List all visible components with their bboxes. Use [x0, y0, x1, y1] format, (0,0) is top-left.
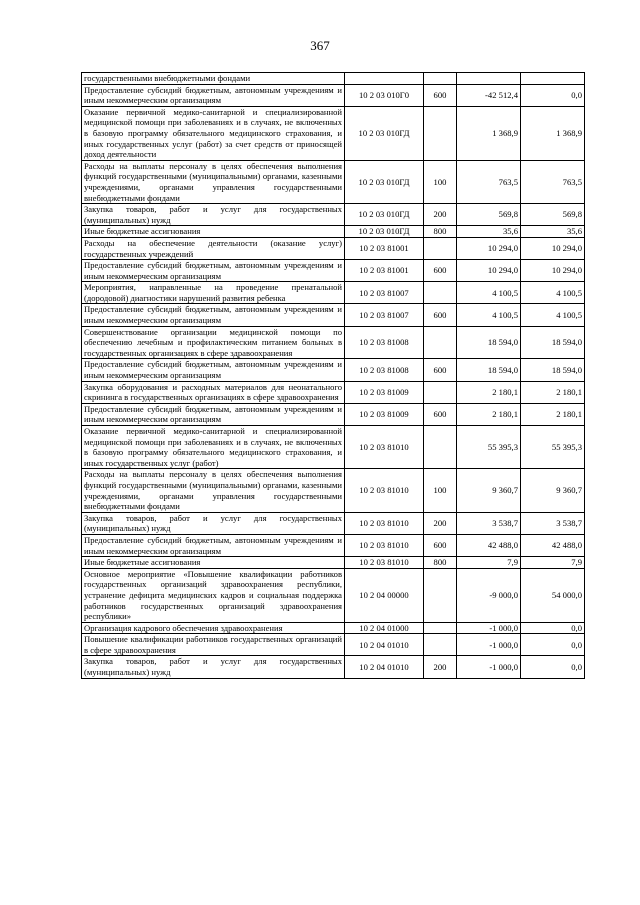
row-amount-total-cell: 55 395,3: [521, 426, 585, 469]
row-code-cell: 10 2 04 01010: [345, 634, 424, 656]
row-expense-type-cell: [424, 568, 457, 622]
row-expense-type-cell: 600: [424, 403, 457, 425]
row-name-cell: государственными внебюджетными фондами: [82, 73, 345, 85]
row-expense-type-cell: [424, 381, 457, 403]
table-row: [82, 237, 585, 259]
table-row: [82, 204, 585, 226]
table-row: [82, 73, 585, 85]
budget-table-body: [82, 73, 585, 679]
row-code-cell: 10 2 03 81008: [345, 359, 424, 381]
row-amount-change-cell: 18 594,0: [457, 359, 521, 381]
page-number: 367: [310, 38, 330, 53]
row-name-cell: Иные бюджетные ассигнования: [82, 557, 345, 569]
row-name-cell: Повышение квалификации работников государственных организаций в сфере здравоохранения: [82, 634, 345, 656]
row-amount-total-cell: 18 594,0: [521, 326, 585, 359]
row-name-cell: Расходы на обеспечение деятельности (оказание услуг) государственных учреждений: [82, 237, 345, 259]
table-row: [82, 282, 585, 304]
row-expense-type-cell: [424, 73, 457, 85]
row-expense-type-cell: 600: [424, 304, 457, 326]
row-expense-type-cell: 200: [424, 512, 457, 534]
row-amount-change-cell: 569,8: [457, 204, 521, 226]
table-row: [82, 326, 585, 359]
row-name-cell: Расходы на выплаты персоналу в целях обеспечения выполнения функций государственными (муниципальными) органами, казенными учреждениями, органами управления государственными внебюджетными фондами: [82, 469, 345, 512]
table-row: [82, 634, 585, 656]
row-expense-type-cell: 100: [424, 160, 457, 203]
row-expense-type-cell: [424, 326, 457, 359]
row-amount-total-cell: 10 294,0: [521, 237, 585, 259]
row-expense-type-cell: 800: [424, 557, 457, 569]
row-expense-type-cell: [424, 237, 457, 259]
row-name-cell: Оказание первичной медико-санитарной и специализированной медицинской помощи при заболеваниях и в случаях, не включенных в базовую программу обязательного медицинского страхования, и иных государственных услуг (работ) за счет средств от приносящей доход деятельности: [82, 106, 345, 160]
table-row: [82, 622, 585, 634]
row-expense-type-cell: [424, 106, 457, 160]
table-row: [82, 84, 585, 106]
row-amount-total-cell: 42 488,0: [521, 534, 585, 556]
row-amount-change-cell: 3 538,7: [457, 512, 521, 534]
row-amount-total-cell: 54 000,0: [521, 568, 585, 622]
table-row: [82, 160, 585, 203]
row-code-cell: 10 2 03 010ГД: [345, 204, 424, 226]
row-expense-type-cell: 800: [424, 226, 457, 238]
row-name-cell: Закупка товаров, работ и услуг для государственных (муниципальных) нужд: [82, 204, 345, 226]
row-amount-change-cell: 42 488,0: [457, 534, 521, 556]
row-amount-change-cell: -1 000,0: [457, 634, 521, 656]
row-code-cell: [345, 73, 424, 85]
table-row: [82, 557, 585, 569]
row-amount-total-cell: 4 100,5: [521, 304, 585, 326]
row-code-cell: 10 2 03 81010: [345, 534, 424, 556]
row-expense-type-cell: 600: [424, 534, 457, 556]
row-expense-type-cell: [424, 634, 457, 656]
row-name-cell: Предоставление субсидий бюджетным, автономным учреждениям и иным некоммерческим организациям: [82, 84, 345, 106]
row-name-cell: Предоставление субсидий бюджетным, автономным учреждениям и иным некоммерческим организациям: [82, 534, 345, 556]
row-expense-type-cell: [424, 426, 457, 469]
row-amount-total-cell: 569,8: [521, 204, 585, 226]
row-amount-change-cell: 55 395,3: [457, 426, 521, 469]
row-amount-change-cell: 763,5: [457, 160, 521, 203]
row-amount-change-cell: -42 512,4: [457, 84, 521, 106]
row-name-cell: Предоставление субсидий бюджетным, автономным учреждениям и иным некоммерческим организациям: [82, 260, 345, 282]
table-row: [82, 568, 585, 622]
budget-table: [81, 72, 585, 679]
row-name-cell: Расходы на выплаты персоналу в целях обеспечения выполнения функций государственными (муниципальными) органами, казенными учреждениями, органами управления государственными внебюджетными фондами: [82, 160, 345, 203]
row-expense-type-cell: 600: [424, 260, 457, 282]
row-name-cell: Закупка оборудования и расходных материалов для неонатального скрининга в государственных организациях в сфере здравоохранения: [82, 381, 345, 403]
table-row: [82, 656, 585, 678]
row-amount-total-cell: 0,0: [521, 656, 585, 678]
row-amount-total-cell: 0,0: [521, 84, 585, 106]
row-code-cell: 10 2 04 00000: [345, 568, 424, 622]
row-name-cell: Предоставление субсидий бюджетным, автономным учреждениям и иным некоммерческим организациям: [82, 359, 345, 381]
row-amount-total-cell: 2 180,1: [521, 403, 585, 425]
row-amount-total-cell: 0,0: [521, 622, 585, 634]
row-name-cell: Оказание первичной медико-санитарной и специализированной медицинской помощи при заболеваниях и в случаях, не включенных в базовую программу обязательного медицинского страхования, и иных государственных услуг (работ): [82, 426, 345, 469]
row-name-cell: Предоставление субсидий бюджетным, автономным учреждениям и иным некоммерческим организациям: [82, 403, 345, 425]
row-code-cell: 10 2 03 81001: [345, 237, 424, 259]
row-name-cell: Мероприятия, направленные на проведение пренатальной (дородовой) диагностики нарушений развития ребенка: [82, 282, 345, 304]
table-row: [82, 106, 585, 160]
row-code-cell: 10 2 03 010ГД: [345, 106, 424, 160]
row-name-cell: Совершенствование организации медицинской помощи по обеспечению лечебным и профилактическим питанием больных в государственных организациях в сфере здравоохранения: [82, 326, 345, 359]
row-code-cell: 10 2 03 81001: [345, 260, 424, 282]
row-expense-type-cell: [424, 622, 457, 634]
row-amount-change-cell: 2 180,1: [457, 403, 521, 425]
table-row: [82, 469, 585, 512]
row-expense-type-cell: 600: [424, 84, 457, 106]
row-amount-change-cell: -1 000,0: [457, 656, 521, 678]
row-expense-type-cell: 600: [424, 359, 457, 381]
row-code-cell: 10 2 03 010Г0: [345, 84, 424, 106]
row-name-cell: Закупка товаров, работ и услуг для государственных (муниципальных) нужд: [82, 656, 345, 678]
table-row: [82, 403, 585, 425]
row-code-cell: 10 2 03 81009: [345, 381, 424, 403]
row-amount-change-cell: 1 368,9: [457, 106, 521, 160]
row-amount-change-cell: 4 100,5: [457, 304, 521, 326]
row-expense-type-cell: 200: [424, 656, 457, 678]
row-name-cell: Основное мероприятие «Повышение квалификации работников государственных организаций здравоохранения республики, устранение дефицита медицинских кадров и социальная поддержка работников государственных организаций здравоохранения республики»: [82, 568, 345, 622]
row-amount-change-cell: 2 180,1: [457, 381, 521, 403]
row-amount-total-cell: 10 294,0: [521, 260, 585, 282]
row-name-cell: Организация кадрового обеспечения здравоохранения: [82, 622, 345, 634]
row-code-cell: 10 2 03 81009: [345, 403, 424, 425]
row-expense-type-cell: [424, 282, 457, 304]
row-code-cell: 10 2 03 81007: [345, 304, 424, 326]
row-amount-change-cell: 35,6: [457, 226, 521, 238]
row-name-cell: Закупка товаров, работ и услуг для государственных (муниципальных) нужд: [82, 512, 345, 534]
row-amount-total-cell: 4 100,5: [521, 282, 585, 304]
row-amount-change-cell: 18 594,0: [457, 326, 521, 359]
table-row: [82, 534, 585, 556]
row-amount-change-cell: -9 000,0: [457, 568, 521, 622]
row-amount-change-cell: [457, 73, 521, 85]
row-name-cell: Предоставление субсидий бюджетным, автономным учреждениям и иным некоммерческим организациям: [82, 304, 345, 326]
row-amount-change-cell: 9 360,7: [457, 469, 521, 512]
row-amount-total-cell: 18 594,0: [521, 359, 585, 381]
row-amount-change-cell: -1 000,0: [457, 622, 521, 634]
row-amount-total-cell: 763,5: [521, 160, 585, 203]
row-amount-total-cell: 0,0: [521, 634, 585, 656]
row-amount-total-cell: 2 180,1: [521, 381, 585, 403]
row-amount-total-cell: [521, 73, 585, 85]
row-amount-total-cell: 7,9: [521, 557, 585, 569]
row-amount-change-cell: 4 100,5: [457, 282, 521, 304]
row-amount-change-cell: 7,9: [457, 557, 521, 569]
row-code-cell: 10 2 03 81010: [345, 469, 424, 512]
table-row: [82, 304, 585, 326]
row-amount-total-cell: 9 360,7: [521, 469, 585, 512]
table-row: [82, 381, 585, 403]
table-row: [82, 260, 585, 282]
row-expense-type-cell: 100: [424, 469, 457, 512]
row-amount-total-cell: 3 538,7: [521, 512, 585, 534]
row-amount-total-cell: 1 368,9: [521, 106, 585, 160]
row-name-cell: Иные бюджетные ассигнования: [82, 226, 345, 238]
row-code-cell: 10 2 03 010ГД: [345, 160, 424, 203]
row-code-cell: 10 2 04 01010: [345, 656, 424, 678]
row-code-cell: 10 2 04 01000: [345, 622, 424, 634]
table-row: [82, 426, 585, 469]
row-code-cell: 10 2 03 81010: [345, 557, 424, 569]
row-code-cell: 10 2 03 81010: [345, 426, 424, 469]
row-code-cell: 10 2 03 81008: [345, 326, 424, 359]
row-amount-change-cell: 10 294,0: [457, 260, 521, 282]
table-row: [82, 359, 585, 381]
row-code-cell: 10 2 03 81007: [345, 282, 424, 304]
row-code-cell: 10 2 03 010ГД: [345, 226, 424, 238]
table-row: [82, 512, 585, 534]
row-amount-total-cell: 35,6: [521, 226, 585, 238]
row-code-cell: 10 2 03 81010: [345, 512, 424, 534]
table-row: [82, 226, 585, 238]
row-amount-change-cell: 10 294,0: [457, 237, 521, 259]
row-expense-type-cell: 200: [424, 204, 457, 226]
